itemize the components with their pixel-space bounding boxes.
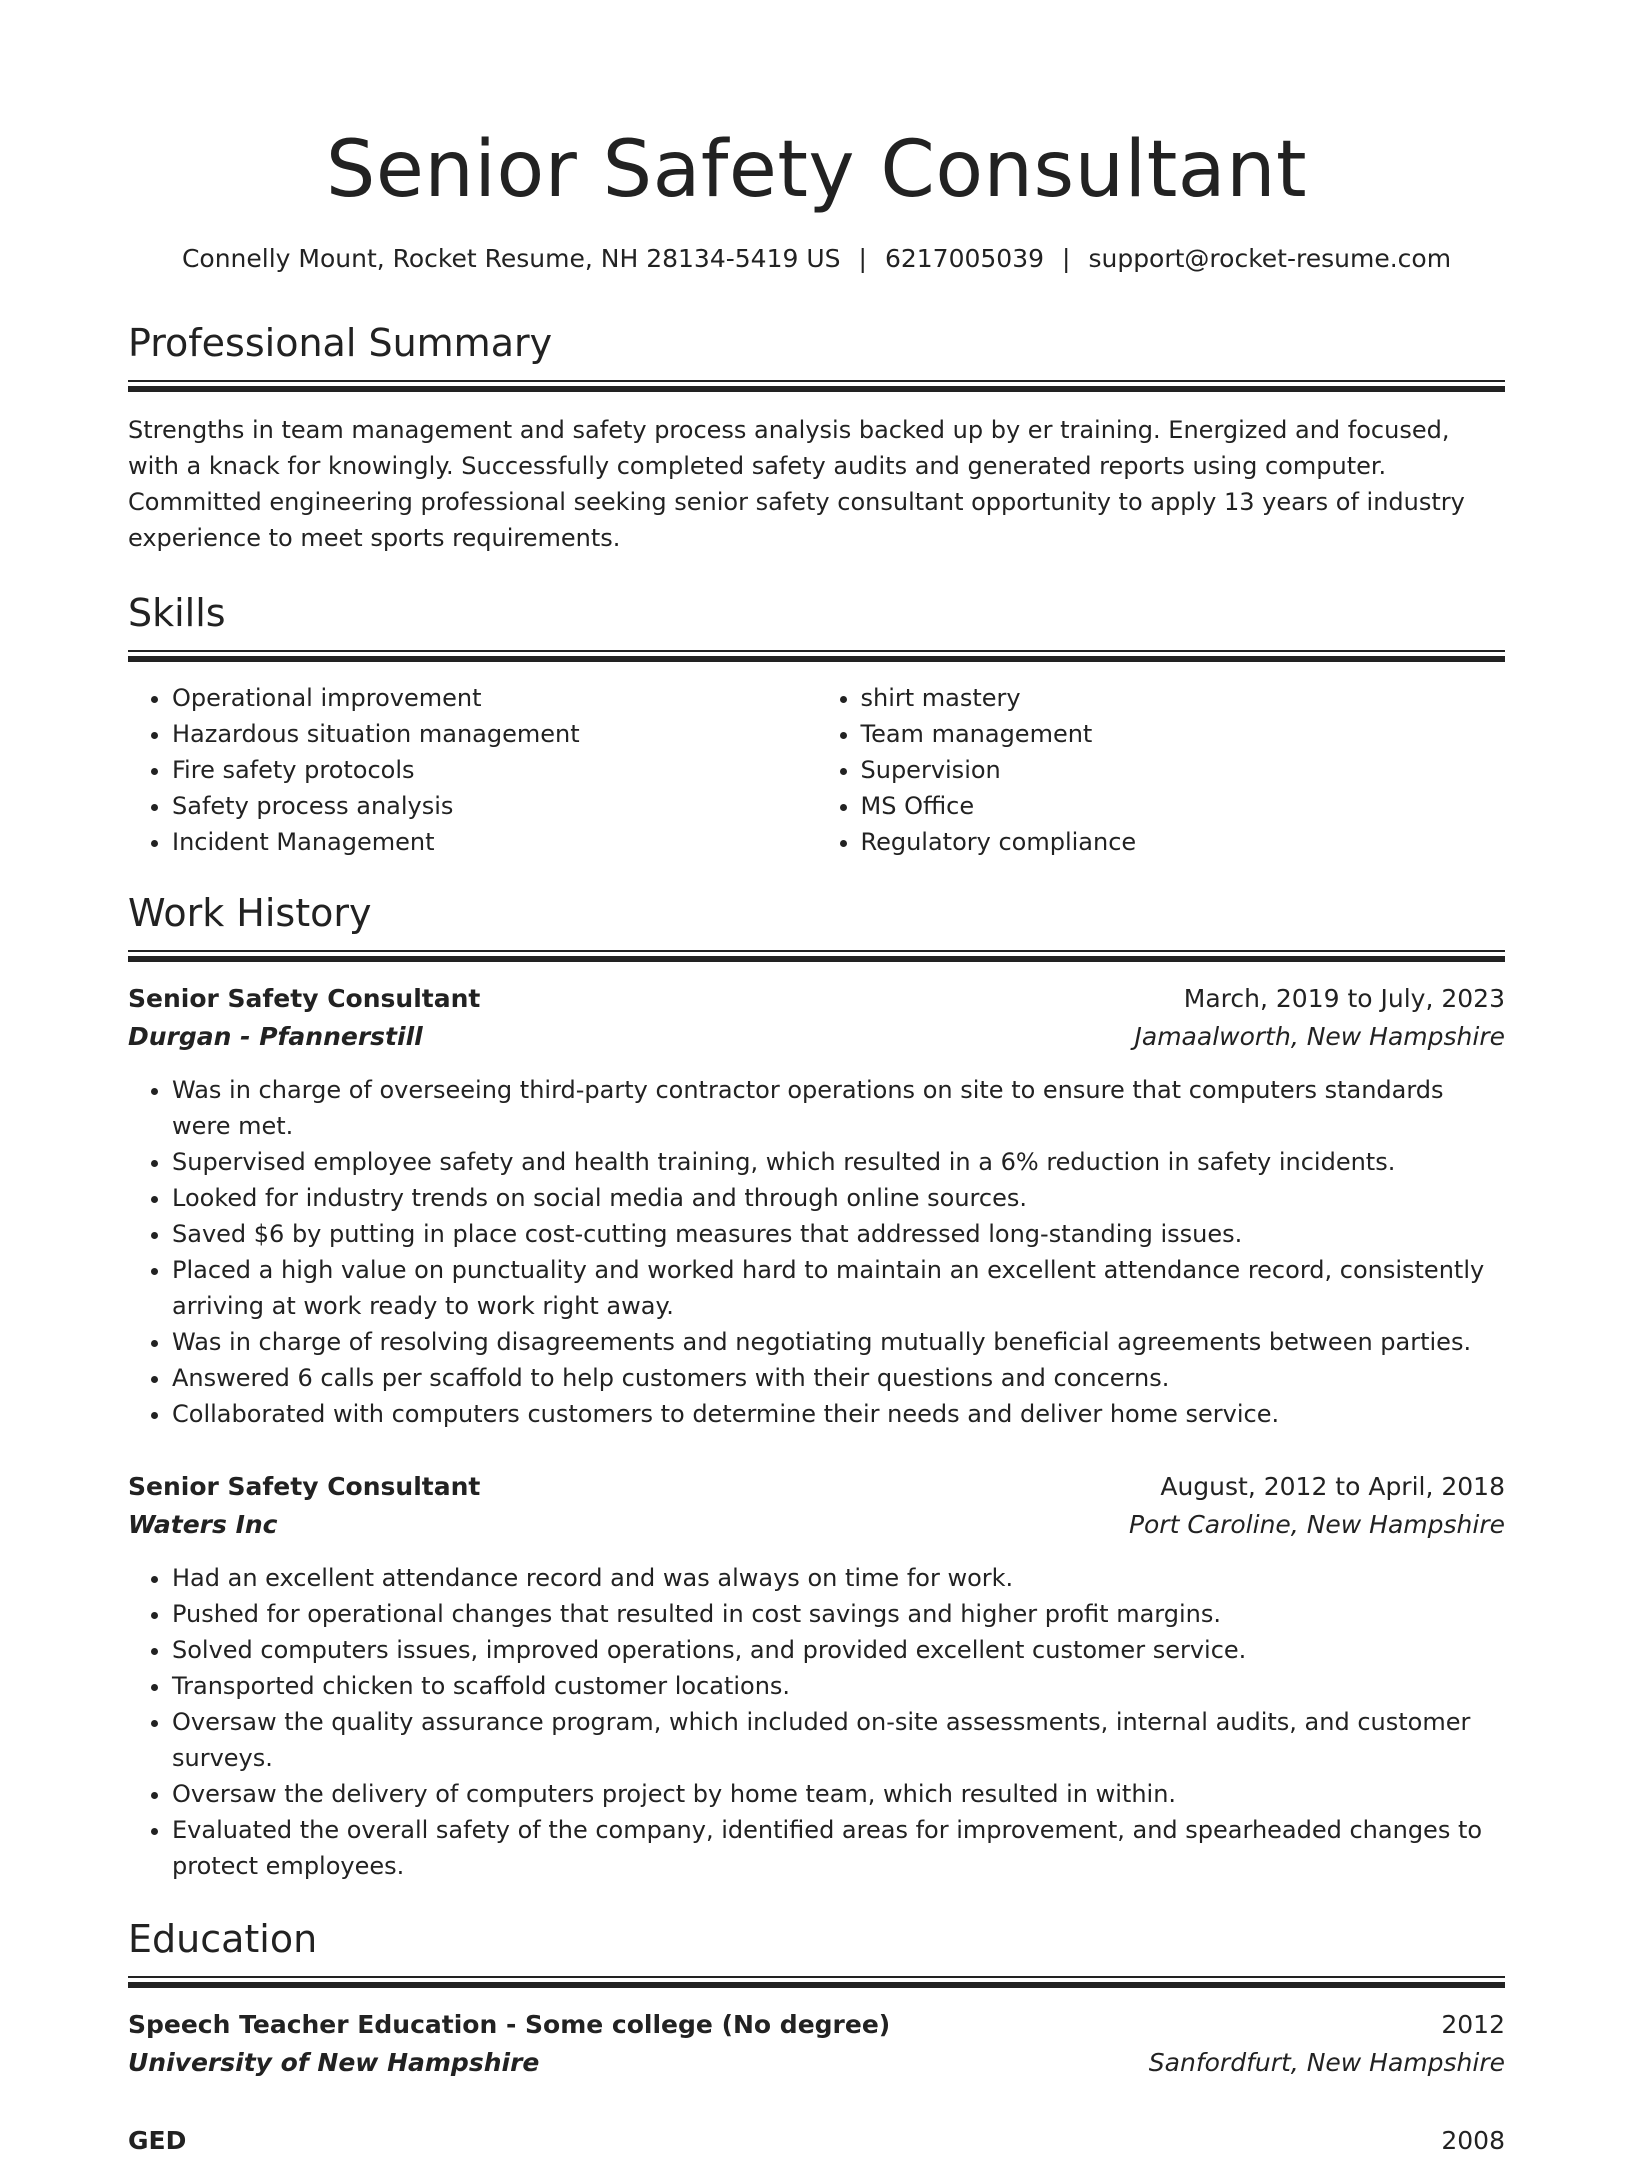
job-entry xyxy=(128,1468,1505,1884)
job-title: Senior Safety Consultant xyxy=(128,1472,481,1501)
job-bullet: • Oversaw the delivery of computers project by home team, which resulted in within. xyxy=(172,1776,1505,1812)
education-location: Sanfordfurt, New Hampshire xyxy=(1148,2048,1505,2077)
section-divider xyxy=(128,950,1505,962)
education-entry xyxy=(128,2122,1505,2160)
skills-list-left xyxy=(128,680,817,860)
job-title: Senior Safety Consultant xyxy=(128,984,481,1013)
job-company-row xyxy=(128,1506,1505,1544)
job-company: Durgan - Pfannerstill xyxy=(128,1022,423,1051)
skill-item: • Hazardous situation management xyxy=(172,716,817,752)
contact-line xyxy=(128,242,1505,276)
job-dates: August, 2012 to April, 2018 xyxy=(1160,1472,1505,1501)
job-bullet: • Collaborated with computers customers to determine their needs and deliver home service. xyxy=(172,1396,1505,1432)
job-bullet: • Was in charge of resolving disagreements and negotiating mutually beneficial agreements between parties. xyxy=(172,1324,1505,1360)
skill-item: • Team management xyxy=(861,716,1506,752)
contact-address: Connelly Mount, Rocket Resume, NH 28134-5419 US xyxy=(181,244,841,273)
contact-phone: 6217005039 xyxy=(884,244,1045,273)
education-degree: Speech Teacher Education - Some college (No degree) xyxy=(128,2010,891,2039)
job-header-row xyxy=(128,980,1505,1018)
skills-list-right xyxy=(817,680,1506,860)
section-divider xyxy=(128,380,1505,392)
skills-section xyxy=(128,588,1505,860)
education-header-row xyxy=(128,2006,1505,2044)
work-history-section xyxy=(128,888,1505,1884)
job-header-row xyxy=(128,1468,1505,1506)
skill-item: • Operational improvement xyxy=(172,680,817,716)
job-bullet: • Was in charge of overseeing third-party contractor operations on site to ensure that computers standards were met. xyxy=(172,1072,1505,1144)
job-bullet: • Supervised employee safety and health training, which resulted in a 6% reduction in safety incidents. xyxy=(172,1144,1505,1180)
job-company-row xyxy=(128,1018,1505,1056)
education-header-row xyxy=(128,2122,1505,2160)
section-divider xyxy=(128,1976,1505,1988)
education-section xyxy=(128,1914,1505,2160)
resume-name: Senior Safety Consultant xyxy=(325,125,1308,215)
education-school: University of New Hampshire xyxy=(128,2048,540,2077)
job-bullet: • Had an excellent attendance record and was always on time for work. xyxy=(172,1560,1505,1596)
section-title: Professional Summary xyxy=(128,321,553,365)
education-year: 2008 xyxy=(1441,2126,1505,2155)
job-company: Waters Inc xyxy=(128,1510,278,1539)
job-bullets xyxy=(128,1560,1505,1884)
job-bullets xyxy=(128,1072,1505,1432)
resume-page xyxy=(128,0,1505,2160)
job-bullet: • Placed a high value on punctuality and worked hard to maintain an excellent attendance record, consistently arriving at work ready to work right away. xyxy=(172,1252,1505,1324)
skill-item: • MS Office xyxy=(861,788,1506,824)
job-location: Port Caroline, New Hampshire xyxy=(1128,1510,1505,1539)
job-bullet: • Transported chicken to scaffold customer locations. xyxy=(172,1668,1505,1704)
skill-item: • shirt mastery xyxy=(861,680,1506,716)
contact-separator: | xyxy=(858,244,867,273)
skill-item: • Regulatory compliance xyxy=(861,824,1506,860)
skills-grid xyxy=(128,680,1505,860)
contact-email: support@rocket-resume.com xyxy=(1088,244,1452,273)
skill-item: • Fire safety protocols xyxy=(172,752,817,788)
education-degree: GED xyxy=(128,2126,187,2155)
job-bullet: • Saved $6 by putting in place cost-cutting measures that addressed long-standing issues. xyxy=(172,1216,1505,1252)
job-bullet: • Solved computers issues, improved operations, and provided excellent customer service. xyxy=(172,1632,1505,1668)
job-entry xyxy=(128,980,1505,1432)
education-year: 2012 xyxy=(1441,2010,1505,2039)
job-location: Jamaalworth, New Hampshire xyxy=(1134,1022,1505,1051)
education-school-row xyxy=(128,2044,1505,2082)
job-bullet: • Looked for industry trends on social media and through online sources. xyxy=(172,1180,1505,1216)
summary-text: Strengths in team management and safety process analysis backed up by er training. Energized and focused, with a knack for knowingly. Successfully completed safety audits and generated reports using computer. Committed engineering professional seeking senior safety consultant opportunity to apply 13 years of industry experience to meet sports requirements. xyxy=(128,416,1465,552)
section-title: Work History xyxy=(128,891,372,935)
skill-item: • Safety process analysis xyxy=(172,788,817,824)
section-divider xyxy=(128,650,1505,662)
job-dates: March, 2019 to July, 2023 xyxy=(1183,984,1505,1013)
section-title: Skills xyxy=(128,591,226,635)
job-bullet: • Pushed for operational changes that resulted in cost savings and higher profit margins. xyxy=(172,1596,1505,1632)
skill-item: • Incident Management xyxy=(172,824,817,860)
job-bullet: • Oversaw the quality assurance program, which included on-site assessments, internal audits, and customer surveys. xyxy=(172,1704,1505,1776)
job-bullet: • Answered 6 calls per scaffold to help customers with their questions and concerns. xyxy=(172,1360,1505,1396)
job-bullet: • Evaluated the overall safety of the company, identified areas for improvement, and spearheaded changes to protect employees. xyxy=(172,1812,1505,1884)
skill-item: • Supervision xyxy=(861,752,1506,788)
education-entry xyxy=(128,2006,1505,2082)
contact-separator: | xyxy=(1062,244,1071,273)
professional-summary-section xyxy=(128,318,1505,556)
section-title: Education xyxy=(128,1917,318,1961)
